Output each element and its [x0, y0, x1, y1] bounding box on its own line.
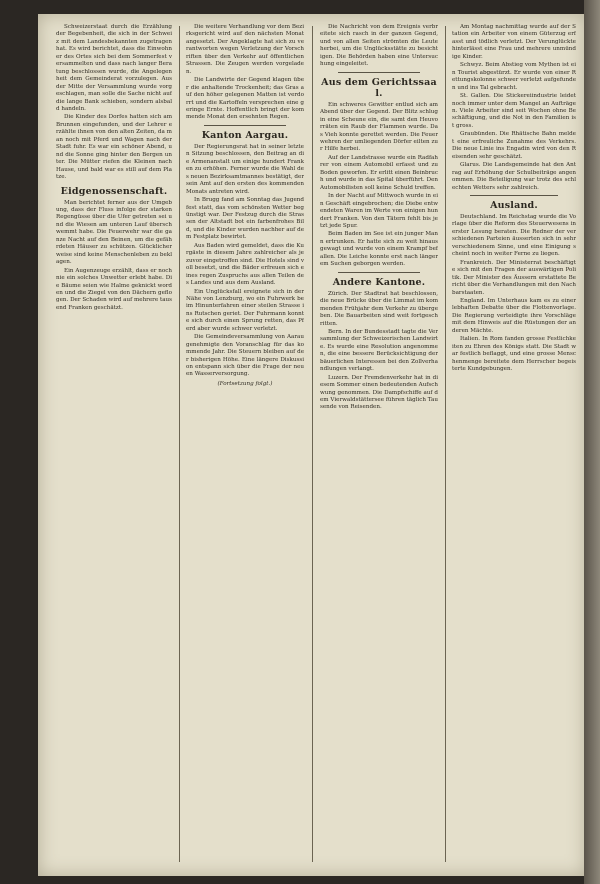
separator-rule — [338, 272, 420, 273]
column-divider — [312, 26, 313, 862]
column-2 — [186, 24, 304, 864]
paragraph: Beim Baden im See ist ein junger Mann ertrunken. Er hatte sich zu weit hinausgewagt und wurde von einem Krampf befallen. Die Leiche konnte erst nach längerem Suchen geborgen werden. — [320, 231, 438, 268]
column-1 — [56, 24, 172, 864]
section-heading-gerichtssaal: Aus dem Gerichtssaal. — [321, 76, 437, 99]
paragraph: Italien. In Rom fanden grosse Festlichkeiten zu Ehren des Königs statt. Die Stadt war festlich beflaggt, und eine grosse Menschenmenge bereitete dem Herrscher begeisterte Kundgebungen. — [452, 336, 576, 373]
paragraph: Die Gemeindeversammlung von Aarau genehmigte den Voranschlag für das kommende Jahr. Die Steuern bleiben auf der bisherigen Höhe. Eine längere Diskussion entspann sich über die Frage der neuen Wasserversorgung. — [186, 334, 304, 378]
separator-rule — [338, 72, 420, 73]
paragraph: Der Regierungsrat hat in seiner letzten Sitzung beschlossen, den Beitrag an die Armenanstalt um einige hundert Franken zu erhöhen. Ferner wurde die Wahl des neuen Bezirksamtmannes bestätigt, der sein Amt auf den ersten des kommenden Monats antreten wird. — [186, 143, 304, 195]
paragraph: Schwyz. Beim Abstieg vom Mythen ist ein Tourist abgestürzt. Er wurde von einer Rettungskolonne schwer verletzt aufgefunden und ins Tal gebracht. — [452, 62, 576, 91]
separator-rule — [204, 125, 286, 126]
paragraph: In Brugg fand am Sonntag das Jugendfest statt, das vom schönsten Wetter begünstigt war. Der Festzug durch die Strassen der Altstadt bot ein farbenfrohes Bild, und die Kinder wurden nachher auf dem Festplatz bewirtet. — [186, 197, 304, 241]
column-3 — [320, 24, 438, 864]
column-4 — [452, 24, 576, 864]
paragraph: Die Landwirte der Gegend klagen über die anhaltende Trockenheit; das Gras auf den höher gelegenen Matten ist verdorrt und die Kartoffeln versprechen eine geringe Ernte. Hoffentlich bringt der kommende Monat den ersehnten Regen. — [186, 77, 304, 121]
section-heading-eidgenossenschaft: Eidgenossenschaft. — [60, 185, 168, 197]
paragraph: Bern. In der Bundesstadt tagte die Versammlung der Schweizerischen Landwirte. Es wurde eine Resolution angenommen, die eine bessere Berücksichtigung der bäuerlichen Interessen bei den Zollverhandlungen verlangt. — [320, 328, 438, 373]
section-heading-andere-kantone: Andere Kantone. — [332, 276, 426, 288]
paragraph: Ein Unglücksfall ereignete sich in der Nähe von Lenzburg, wo ein Fuhrwerk beim Hinunterfahren einer steilen Strasse ins Rutschen geriet. Der Fuhrmann konnte sich durch einen Sprung retten, das Pferd aber wurde schwer verletzt. — [186, 288, 304, 332]
paragraph: Frankreich. Der Ministerrat beschäftigte sich mit den Fragen der auswärtigen Politik. Der Minister des Äussern erstattete Bericht über die Verhandlungen mit den Nachbarstaaten. — [452, 259, 576, 296]
paragraph: England. Im Unterhaus kam es zu einer lebhaften Debatte über die Flottenvorlage. Die Regierung verteidigte ihre Vorschläge mit dem Hinweis auf die Rüstungen der anderen Mächte. — [452, 297, 576, 334]
section-heading-ausland: Ausland. — [490, 199, 538, 211]
section-heading-kanton-aargau: Kanton Aargau. — [201, 129, 289, 141]
paragraph: Die weitere Verhandlung vor dem Bezirksgericht wird auf den nächsten Monat angesetzt. Der Angeklagte hat sich zu verantworten wegen Verletzung der Vorschriften über den Verkehr auf öffentlichen Strassen. Die Zeugen werden vorgeladen. — [186, 24, 304, 75]
paragraph: Schweizerstaat durch die Erzählung der Begebenheit, die sich in der Schweiz mit dem Landesbekannten zugetragen hat. Es wird berichtet, dass die Einwohner des Ortes sich bei dem Sommerfest versammelten und dass nach langer Beratung beschlossen wurde, die Angelegenheit dem Gemeinderat vorzulegen. Aus der Mitte der Versammlung wurde vorgeschlagen, man solle die Sache nicht auf die lange Bank schieben, sondern alsbald handeln. — [56, 24, 172, 112]
column-divider — [445, 26, 446, 862]
paragraph: Die Kinder des Dorfes hatten sich am Brunnen eingefunden, und der Lehrer erzählte ihnen von den alten Zeiten, da man noch mit Pferd und Wagen nach der Stadt fuhr. Es war ein schöner Abend, und die Sonne ging hinter den Bergen unter. Die Mütter riefen die Kleinen nach Hause, und bald war es still auf dem Platze. — [56, 114, 172, 181]
paragraph: Aus Baden wird gemeldet, dass die Kurgäste in diesem Jahre zahlreicher als je zuvor eingetroffen sind. Die Hotels sind voll besetzt, und die Bäder erfreuen sich eines regen Zuspruchs aus allen Teilen des Landes und aus dem Ausland. — [186, 242, 304, 287]
paragraph: Graubünden. Die Rhätische Bahn meldet eine erfreuliche Zunahme des Verkehrs. Die neue Linie ins Engadin wird von den Reisenden sehr geschätzt. — [452, 131, 576, 160]
paragraph: Auf der Landstrasse wurde ein Radfahrer von einem Automobil erfasst und zu Boden geworfen. Er erlitt einen Beinbruch und wurde in das Spital überführt. Den Automobilisten soll keine Schuld treffen. — [320, 154, 438, 191]
column-divider — [179, 26, 180, 862]
paragraph: Zürich. Der Stadtrat hat beschlossen, die neue Brücke über die Limmat im kommenden Frühjahr dem Verkehr zu übergeben. Die Bauarbeiten sind weit fortgeschritten. — [320, 290, 438, 327]
paragraph: Deutschland. Im Reichstag wurde die Vorlage über die Reform des Steuerwesens in erster Lesung beraten. Die Redner der verschiedenen Parteien äusserten sich in sehr verschiedenem Sinne, und eine Einigung scheint noch in weiter Ferne zu liegen. — [452, 213, 576, 258]
paragraph: Glarus. Die Landsgemeinde hat den Antrag auf Erhöhung der Schulbeiträge angenommen. Die Beteiligung war trotz des schlechten Wetters sehr zahlreich. — [452, 162, 576, 191]
separator-rule — [470, 195, 558, 196]
paragraph: St. Gallen. Die Stickereiindustrie leidet noch immer unter dem Mangel an Aufträgen. Viele Arbeiter sind seit Wochen ohne Beschäftigung, und die Not in den Familien ist gross. — [452, 93, 576, 129]
paragraph: Die Nachricht von dem Ereignis verbreitete sich rasch in der ganzen Gegend, und von allen Seiten strömten die Leute herbei, um die Unglücksstätte zu besichtigen. Die Behörden haben eine Untersuchung eingeleitet. — [320, 24, 438, 68]
continuation-note: (Fortsetzung folgt.) — [217, 380, 273, 387]
paragraph: Luzern. Der Fremdenverkehr hat in diesem Sommer einen bedeutenden Aufschwung genommen. Die Dampfschiffe auf dem Vierwaldstättersee führen täglich Tausende von Reisenden. — [320, 374, 438, 411]
newspaper-page — [38, 14, 586, 876]
paragraph: Ein schweres Gewitter entlud sich am Abend über der Gegend. Der Blitz schlug in eine Scheune ein, die samt den Heuvorräten ein Raub der Flammen wurde. Das Vieh konnte gerettet werden. Die Feuerwehren der umliegenden Dörfer eilten zur Hilfe herbei. — [320, 101, 438, 153]
paragraph: In der Nacht auf Mittwoch wurde in ein Geschäft eingebrochen; die Diebe entwendeten Waren im Werte von einigen hundert Franken. Von den Tätern fehlt bis jetzt jede Spur. — [320, 193, 438, 229]
paragraph: Ein Augenzeuge erzählt, dass er noch nie ein solches Unwetter erlebt habe. Die Bäume seien wie Halme geknickt worden und die Ziegel von den Dächern geflogen. Der Schaden wird auf mehrere tausend Franken geschätzt. — [56, 267, 172, 311]
paragraph: Am Montag nachmittag wurde auf der Station ein Arbeiter von einem Güterzug erfasst und tödlich verletzt. Der Verunglückte hinterlässt eine Frau und mehrere unmündige Kinder. — [452, 24, 576, 60]
paragraph: Man berichtet ferner aus der Umgebung, dass der Fluss infolge der starken Regengüsse über die Ufer getreten sei und die Wiesen am unteren Lauf überschwemmt habe. Die Feuerwehr war die ganze Nacht auf den Beinen, um die gefährdeten Häuser zu schützen. Glücklicherweise sind keine Menschenleben zu beklagen. — [56, 199, 172, 266]
book-spine — [584, 0, 600, 884]
